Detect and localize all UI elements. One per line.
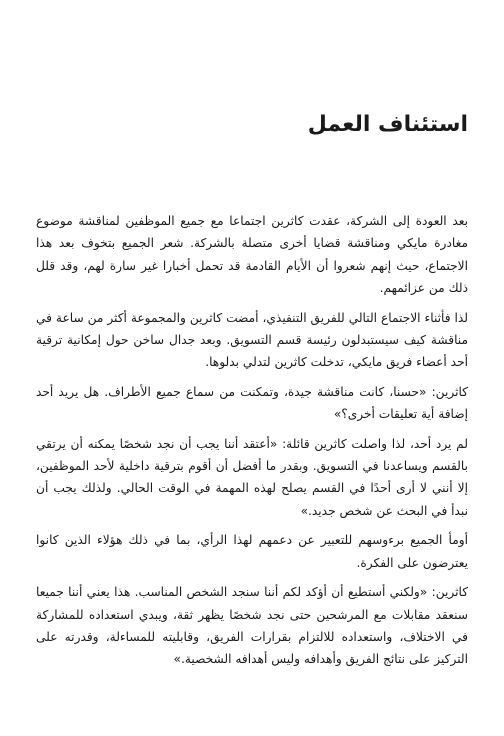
paragraph: لم يرد أحد، لذا واصلت كاثرين قائلة: «أعتقد أننا يجب أن نجد شخصًا يمكنه أن يرتقي بالقسم ويساعدنا في التسويق. وبقدر ما أفضل أن أقوم بترقية داخلية لأحد الموظفين، إلا أنني لا أرى أحدًا في القسم يصلح لهذه المهمة في الوقت الحالي. ولذلك يجب أن نبدأ في البحث عن شخص جديد.» [36, 436, 468, 518]
paragraph: كاثرين: «ولكني أستطيع أن أؤكد لكم أننا سنجد الشخص المناسب. هذا يعني أننا جميعا سنعقد مقابلات مع المرشحين حتى نجد شخصًا يظهر ثقة، ويبدي استعداده للمشاركة في الاختلاف، واستعداده للالتزام بقرارات الفريق، وقابليته للمساءلة، وقدرته على التركيز على نتائج الفريق وأهدافه وليس أهدافه الشخصية.» [36, 585, 468, 667]
paragraph: لذا فأثناء الاجتماع التالي للفريق التنفيذي، أمضت كاثرين والمجموعة أكثر من ساعة في مناقشة كيف سيستبدلون رئيسة قسم التسويق. وبعد جدال ساخن حول إمكانية ترقية أحد أعضاء فريق مايكي، تدخلت كاثرين لتدلي بدلوها. [36, 310, 468, 370]
paragraph: أومأ الجميع برءوسهم للتعبير عن دعمهم لهذا الرأي، بما في ذلك هؤلاء الذين كانوا يعترضون على الفكرة. [36, 533, 468, 570]
paragraph: بعد العودة إلى الشركة، عقدت كاثرين اجتماعا مع جميع الموظفين لمناقشة موضوع مغادرة مايكي ومناقشة قضايا أخرى متصلة بالشركة. شعر الجميع بتخوف بعد هذا الاجتماع، حيث إنهم شعروا أن الأيام القادمة قد تحمل أخبارا غير سارة لهم، وقد قلل ذلك من عزائمهم. [36, 214, 468, 296]
body-text [36, 210, 468, 678]
paragraph: كاثرين: «حسنا، كانت مناقشة جيدة، وتمكنت من سماع جميع الأطراف. هل يريد أحد إضافة أية تعليقات أخرى؟» [36, 384, 468, 422]
chapter-title: استئناف العمل [307, 112, 468, 137]
